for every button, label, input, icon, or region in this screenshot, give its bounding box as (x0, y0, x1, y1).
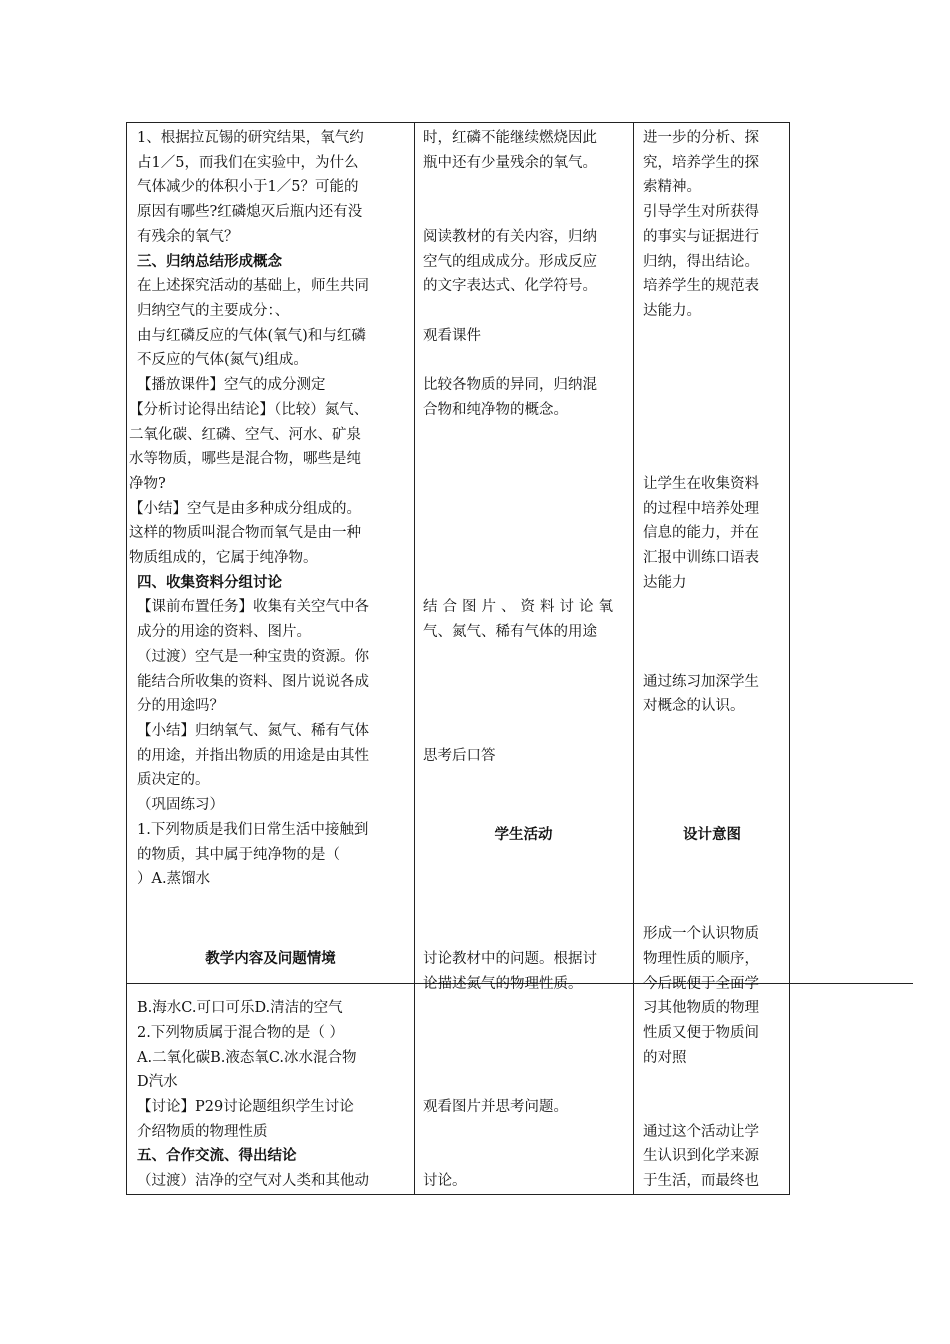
intent-line: 物理性质的顺序， (643, 951, 759, 967)
content-line: 在上述探究活动的基础上，师生共同 (137, 278, 369, 294)
content-line: 【分析讨论得出结论】（比较）氮气、 (129, 402, 369, 418)
activity-line: 阅读教材的有关内容，归纳 (423, 229, 597, 245)
activity-line: 气、氮气、稀有气体的用途 (423, 624, 597, 640)
content-line: 水等物质，哪些是混合物，哪些是纯 (129, 451, 361, 467)
intent-line: 的对照 (643, 1050, 687, 1066)
activity-line: 合物和纯净物的概念。 (423, 402, 568, 418)
content-line: 【小结】归纳氧气、氮气、稀有气体 (137, 723, 369, 739)
content-line: 介绍物质的物理性质 (137, 1124, 268, 1140)
intent-line: 通过这个活动让学 (643, 1124, 759, 1140)
intent-line: 汇报中训练口语表 (643, 550, 759, 566)
activity-line: 论描述氮气的物理性质。 (423, 976, 583, 992)
content-line: D汽水 (137, 1074, 178, 1090)
activity-line: 思考后口答 (423, 748, 496, 764)
activity-line: 观看图片并思考问题。 (423, 1099, 568, 1115)
content-line: 【播放课件】空气的成分测定 (137, 377, 326, 393)
content-line: 2.下列物质属于混合物的是（ ） (137, 1025, 344, 1041)
content-line: 这样的物质叫混合物而氧气是由一种 (129, 525, 361, 541)
content-line: 归纳空气的主要成分：、 (137, 303, 290, 319)
activity-line: 观看课件 (423, 328, 481, 344)
content-line: 分的用途吗？ (137, 698, 224, 714)
intent-line: 引导学生对所获得 (643, 204, 759, 220)
content-line: 的用途，并指出物质的用途是由其性 (137, 748, 369, 764)
content-line: 占1／5，而我们在实验中，为什么 (137, 155, 359, 171)
activity-line: 比较各物质的异同，归纳混 (423, 377, 597, 393)
intent-line: 的事实与证据进行 (643, 229, 759, 245)
intent-line: 于生活，而最终也 (643, 1173, 759, 1189)
intent-line: 的过程中培养处理 (643, 501, 759, 517)
activity-line: 的文字表达式、化学符号。 (423, 278, 597, 294)
content-line: 成分的用途的资料、图片。 (137, 624, 311, 640)
activity-line: 讨论。 (423, 1173, 467, 1189)
intent-line: 培养学生的规范表 (643, 278, 759, 294)
content-line: 1、根据拉瓦锡的研究结果，氧气约 (137, 130, 364, 146)
activity-line: 结合图片、资料讨论氧 (423, 599, 618, 615)
content-line: ）A.蒸馏水 (137, 871, 211, 887)
content-line: 有残余的氧气？ (137, 229, 239, 245)
content-line: 的物质，其中属于纯净物的是（ (137, 847, 340, 863)
content-line: B.海水C.可口可乐D.清洁的空气 (137, 1000, 343, 1016)
lesson-plan-table (126, 122, 790, 1195)
intent-line: 形成一个认识物质 (643, 926, 759, 942)
section-heading: 四、收集资料分组讨论 (137, 575, 282, 591)
content-line: 二氧化碳、红磷、空气、河水、矿泉 (129, 427, 361, 443)
content-line: （过渡）洁净的空气对人类和其他动 (137, 1173, 369, 1189)
content-line: 质决定的。 (137, 772, 210, 788)
activity-line: 时，红磷不能继续燃烧因此 (423, 130, 597, 146)
content-line: A.二氧化碳B.液态氧C.冰水混合物 (137, 1050, 357, 1066)
intent-line: 索精神。 (643, 179, 701, 195)
intent-line: 对概念的认识。 (643, 698, 745, 714)
content-line: 【讨论】P29讨论题组织学生讨论 (137, 1099, 354, 1115)
header-teaching-content: 教学内容及问题情境 (205, 951, 336, 967)
content-line: 1.下列物质是我们日常生活中接触到 (137, 822, 369, 838)
intent-line: 生认识到化学来源 (643, 1148, 759, 1164)
content-line: 气体减少的体积小于1／5？可能的 (137, 179, 359, 195)
content-line: （巩固练习） (137, 797, 224, 813)
content-line: 能结合所收集的资料、图片说说各成 (137, 674, 369, 690)
intent-line: 今后既便于全面学 (643, 976, 759, 992)
content-line: （过渡）空气是一种宝贵的资源。你 (137, 649, 369, 665)
content-line: 原因有哪些?红磷熄灭后瓶内还有没 (137, 204, 363, 220)
intent-line: 达能力。 (643, 303, 701, 319)
intent-line: 性质又便于物质间 (643, 1025, 759, 1041)
intent-line: 让学生在收集资料 (643, 476, 759, 492)
intent-line: 信息的能力，并在 (643, 525, 759, 541)
content-line: 不反应的气体(氮气)组成。 (137, 352, 308, 368)
column-divider (633, 123, 634, 1194)
content-line: 净物? (129, 476, 166, 492)
activity-line: 瓶中还有少量残余的氧气。 (423, 155, 597, 171)
intent-line: 究，培养学生的探 (643, 155, 759, 171)
intent-line: 达能力 (643, 575, 687, 591)
column-divider (414, 123, 415, 1194)
header-student-activity: 学生活动 (494, 827, 553, 843)
section-heading: 五、合作交流、得出结论 (137, 1148, 297, 1164)
intent-line: 习其他物质的物理 (643, 1000, 759, 1016)
content-line: 物质组成的，它属于纯净物。 (129, 550, 318, 566)
activity-line: 空气的组成成分。形成反应 (423, 254, 597, 270)
section-heading: 三、归纳总结形成概念 (137, 254, 282, 270)
activity-line: 讨论教材中的问题。根据讨 (423, 951, 597, 967)
intent-line: 进一步的分析、探 (643, 130, 759, 146)
intent-line: 通过练习加深学生 (643, 674, 759, 690)
content-line: 【小结】空气是由多种成分组成的。 (129, 501, 361, 517)
header-design-intent: 设计意图 (683, 827, 741, 843)
content-line: 【课前布置任务】收集有关空气中各 (137, 599, 369, 615)
content-line: 由与红磷反应的气体(氧气)和与红磷 (137, 328, 366, 344)
intent-line: 归纳，得出结论。 (643, 254, 759, 270)
